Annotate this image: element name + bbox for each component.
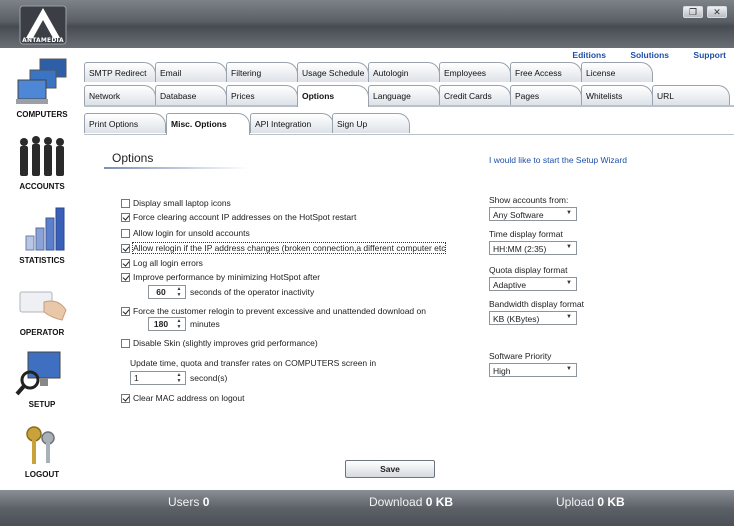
- inactivity-seconds-stepper[interactable]: 60 ▲ ▼: [148, 285, 186, 299]
- checkbox[interactable]: [121, 199, 130, 208]
- chevron-down-icon: ▼: [566, 244, 572, 250]
- sidebar-item-label: OPERATOR: [19, 328, 65, 337]
- checkbox[interactable]: [121, 339, 130, 348]
- show-accounts-select[interactable]: Any Software ▼: [489, 207, 577, 221]
- checkbox-small-laptop-icons[interactable]: Display small laptop icons: [121, 197, 231, 209]
- tab-whitelists[interactable]: Whitelists: [581, 85, 653, 105]
- software-priority-select[interactable]: High ▼: [489, 363, 577, 377]
- subtab-api-integration[interactable]: API Integration: [250, 113, 334, 133]
- quota-format-label: Quota display format: [489, 265, 568, 275]
- software-priority-label: Software Priority: [489, 351, 552, 361]
- download-status: Download 0 KB: [369, 495, 454, 509]
- checkbox[interactable]: [121, 213, 130, 222]
- stepper-arrows-icon[interactable]: ▲ ▼: [176, 318, 182, 330]
- tab-database[interactable]: Database: [155, 85, 227, 105]
- checkbox-clear-mac[interactable]: Clear MAC address on logout: [121, 392, 245, 404]
- tab-license[interactable]: License: [581, 62, 653, 82]
- sidebar-item-logout[interactable]: [0, 422, 84, 479]
- tab-employees[interactable]: Employees: [439, 62, 511, 82]
- main-area: [84, 48, 734, 490]
- tab-free-access[interactable]: Free Access: [510, 62, 582, 82]
- tab-options[interactable]: Options: [297, 85, 369, 107]
- subtab-misc-options[interactable]: Misc. Options: [166, 113, 250, 135]
- bandwidth-format-label: Bandwidth display format: [489, 299, 584, 309]
- sidebar-item-operator[interactable]: [0, 284, 84, 337]
- checkbox-allow-login-unsold[interactable]: Allow login for unsold accounts: [121, 227, 250, 239]
- chevron-down-icon: ▼: [566, 280, 572, 286]
- sidebar-item-label: LOGOUT: [24, 470, 60, 479]
- misc-options-panel: [84, 134, 734, 490]
- subtab-sign-up[interactable]: Sign Up: [332, 113, 410, 133]
- sidebar-item-accounts[interactable]: [0, 134, 84, 191]
- sidebar-item-label: STATISTICS: [19, 256, 65, 265]
- tab-usage-schedule[interactable]: Usage Schedule: [297, 62, 369, 82]
- restore-button[interactable]: [683, 6, 703, 18]
- tab-filtering[interactable]: Filtering: [226, 62, 298, 82]
- tab-autologin[interactable]: Autologin: [368, 62, 440, 82]
- close-icon: ✕: [713, 7, 721, 17]
- chevron-down-icon: ▼: [566, 210, 572, 216]
- bandwidth-format-select[interactable]: KB (KBytes) ▼: [489, 311, 577, 325]
- stepper-arrows-icon[interactable]: ▲ ▼: [176, 372, 182, 384]
- restore-icon: ❐: [688, 7, 698, 17]
- quota-format-select[interactable]: Adaptive ▼: [489, 277, 577, 291]
- brand-name: ANTAMEDIA: [22, 37, 64, 44]
- users-status: Users 0: [168, 495, 210, 509]
- sidebar-item-statistics[interactable]: [0, 204, 84, 265]
- checkbox-allow-relogin[interactable]: Allow relogin if the IP address changes (broken connection,a different computer etc: [121, 242, 445, 254]
- title-bar: [0, 0, 734, 48]
- time-format-select[interactable]: HH:MM (2:35) ▼: [489, 241, 577, 255]
- show-accounts-label: Show accounts from:: [489, 195, 569, 205]
- sidebar-item-setup[interactable]: [0, 350, 84, 409]
- inactivity-suffix: seconds of the operator inactivity: [190, 287, 315, 297]
- tab-divider: [84, 105, 734, 107]
- tab-network[interactable]: Network: [84, 85, 156, 105]
- stepper-arrows-icon[interactable]: ▲ ▼: [176, 286, 182, 298]
- relogin-suffix: minutes: [190, 319, 220, 329]
- checkbox[interactable]: [121, 259, 130, 268]
- checkbox[interactable]: [121, 394, 130, 403]
- tab-prices[interactable]: Prices: [226, 85, 298, 105]
- update-rate-label: Update time, quota and transfer rates on COMPUTERS screen in: [130, 358, 377, 368]
- editions-link[interactable]: Editions: [572, 50, 606, 60]
- operator-icon: [14, 284, 70, 326]
- setup-icon: [14, 350, 70, 398]
- tab-smtp-redirect[interactable]: SMTP Redirect: [84, 62, 156, 82]
- checkbox-force-clearing-ip[interactable]: Force clearing account IP addresses on the HotSpot restart: [121, 211, 356, 223]
- checkbox-disable-skin[interactable]: Disable Skin (slightly improves grid performance): [121, 337, 318, 349]
- checkbox-force-relogin[interactable]: Force the customer relogin to prevent excessive and unattended download on: [121, 305, 426, 317]
- setup-wizard-link[interactable]: I would like to start the Setup Wizard: [489, 155, 627, 165]
- sidebar: [0, 48, 84, 490]
- top-links: [550, 50, 726, 60]
- update-rate-stepper[interactable]: 1 ▲ ▼: [130, 371, 186, 385]
- chevron-down-icon: ▼: [566, 366, 572, 372]
- computers-icon: [14, 56, 70, 108]
- checkbox[interactable]: [121, 229, 130, 238]
- sidebar-item-computers[interactable]: [0, 56, 84, 119]
- tab-email[interactable]: Email: [155, 62, 227, 82]
- update-rate-suffix: second(s): [190, 373, 228, 383]
- tab-credit-cards[interactable]: Credit Cards: [439, 85, 511, 105]
- save-button[interactable]: Save: [345, 460, 435, 478]
- support-link[interactable]: Support: [693, 50, 726, 60]
- upload-status: Upload 0 KB: [556, 495, 625, 509]
- tab-url[interactable]: URL: [652, 85, 730, 105]
- checkbox-improve-performance[interactable]: Improve performance by minimizing HotSpot after: [121, 271, 320, 283]
- logout-icon: [14, 422, 70, 468]
- chevron-down-icon: ▼: [566, 314, 572, 320]
- status-bar: [0, 490, 734, 526]
- checkbox-log-login-errors[interactable]: Log all login errors: [121, 257, 203, 269]
- tab-pages[interactable]: Pages: [510, 85, 582, 105]
- statistics-icon: [14, 204, 70, 254]
- sidebar-item-label: COMPUTERS: [16, 110, 68, 119]
- subtab-print-options[interactable]: Print Options: [84, 113, 166, 133]
- checkbox[interactable]: [121, 307, 130, 316]
- tab-language[interactable]: Language: [368, 85, 440, 105]
- checkbox[interactable]: [121, 244, 130, 253]
- panel-title: Options: [112, 151, 154, 165]
- sidebar-item-label: ACCOUNTS: [19, 182, 65, 191]
- close-button[interactable]: [707, 6, 727, 18]
- sidebar-item-label: SETUP: [28, 400, 56, 409]
- accounts-icon: [14, 134, 70, 180]
- time-format-label: Time display format: [489, 229, 563, 239]
- relogin-minutes-stepper[interactable]: 180 ▲ ▼: [148, 317, 186, 331]
- solutions-link[interactable]: Solutions: [630, 50, 670, 60]
- title-underline: [104, 167, 249, 169]
- checkbox[interactable]: [121, 273, 130, 282]
